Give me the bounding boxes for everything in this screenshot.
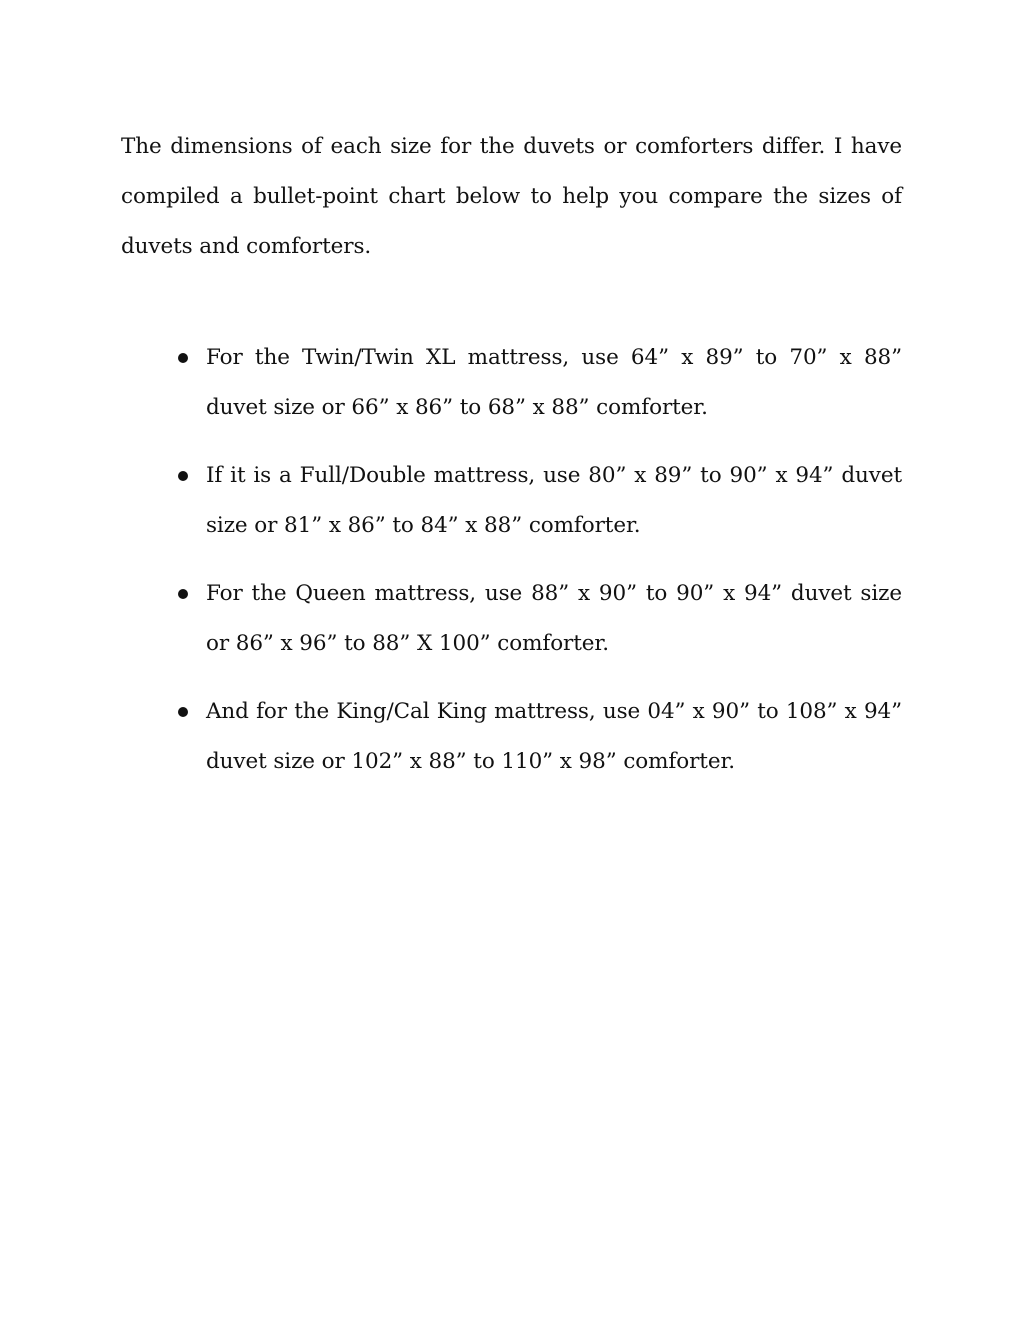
bullet-dot-icon: [178, 707, 188, 717]
list-item: [121, 451, 902, 551]
bullet-text: If it is a Full/Double mattress, use 80” x 89” to 90” x 94” duvet size or 81” x 86” to 84” x 88” comforter.: [206, 463, 902, 538]
bullet-text: For the Twin/Twin XL mattress, use 64” x 89” to 70” x 88” duvet size or 66” x 86” to 68” x 88” comforter.: [206, 345, 902, 420]
list-item: [121, 333, 902, 433]
bullet-dot-icon: [178, 589, 188, 599]
list-item: [121, 687, 902, 787]
bullet-list: [121, 333, 902, 805]
bullet-dot-icon: [178, 471, 188, 481]
bullet-text: For the Queen mattress, use 88” x 90” to 90” x 94” duvet size or 86” x 96” to 88” X 100” comforter.: [206, 581, 902, 656]
list-item: [121, 569, 902, 669]
bullet-text: And for the King/Cal King mattress, use 04” x 90” to 108” x 94” duvet size or 102” x 88” to 110” x 98” comforter.: [206, 699, 902, 774]
intro-paragraph: The dimensions of each size for the duvets or comforters differ. I have compiled a bullet-point chart below to help you compare the sizes of duvets and comforters.: [121, 134, 902, 259]
bullet-dot-icon: [178, 353, 188, 363]
